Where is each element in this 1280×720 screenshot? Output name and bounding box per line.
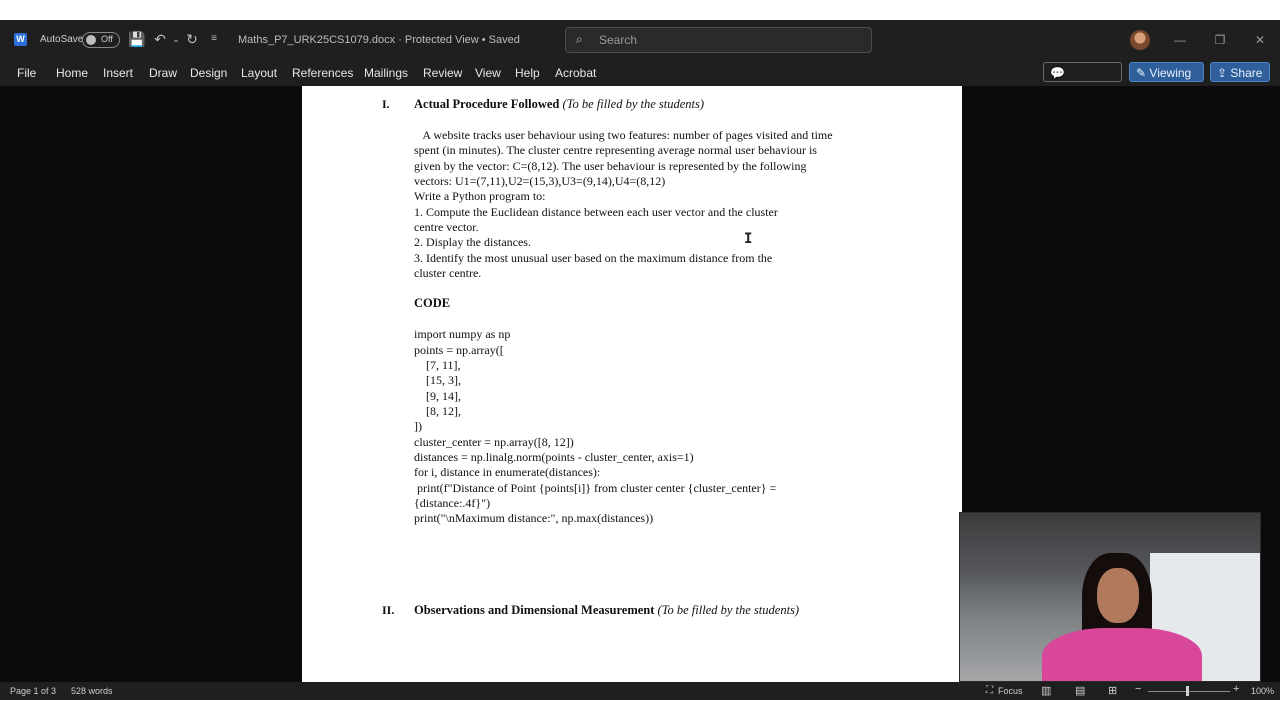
tab-insert[interactable]: Insert	[103, 66, 134, 80]
code-line: distances = np.linalg.norm(points - cluster_center, axis=1)	[414, 450, 694, 464]
save-icon[interactable]: 💾	[128, 31, 146, 47]
tab-review[interactable]: Review	[423, 66, 463, 80]
code-heading: CODE	[414, 296, 451, 310]
undo-dropdown-icon[interactable]: ⌄	[172, 34, 180, 44]
ribbon-tabs	[0, 60, 1280, 86]
problem-line: 3. Identify the most unusual user based on the maximum distance from the	[414, 251, 773, 265]
code-line: print("\nMaximum distance:", np.max(distances))	[414, 511, 654, 525]
print-layout-icon[interactable]: ▤	[1075, 685, 1086, 697]
document-title[interactable]: Maths_P7_URK25CS1079.docx · Protected View • Saved	[238, 34, 520, 46]
section-title: Actual Procedure Followed	[414, 97, 560, 111]
problem-line: 2. Display the distances.	[414, 235, 531, 249]
tab-mailings[interactable]: Mailings	[364, 66, 409, 80]
tab-home[interactable]: Home	[56, 66, 89, 80]
search-box[interactable]	[565, 27, 872, 53]
code-line: points = np.array([	[414, 343, 504, 357]
section-heading	[414, 97, 704, 112]
code-line: print(f"Distance of Point {points[i]} from cluster center {cluster_center} =	[414, 481, 777, 495]
search-placeholder: Search	[599, 33, 638, 47]
section-heading	[414, 603, 799, 618]
close-icon[interactable]: ✕	[1254, 33, 1266, 47]
tab-view[interactable]: View	[475, 66, 501, 80]
problem-line: vectors: U1=(7,11),U2=(15,3),U3=(9,14),U4=(8,12)	[414, 174, 666, 188]
undo-icon[interactable]: ↶	[154, 31, 166, 47]
minimize-icon[interactable]: —	[1174, 33, 1186, 47]
search-icon: ⌕	[576, 32, 583, 46]
bottom-strip	[0, 700, 1280, 720]
autosave-label: AutoSave	[40, 34, 84, 45]
pen-icon: ✎	[1136, 66, 1147, 80]
code-line: {distance:.4f}")	[414, 496, 491, 510]
comments-button[interactable]	[1043, 62, 1122, 82]
problem-line: 1. Compute the Euclidean distance between each user vector and the cluster	[414, 205, 778, 219]
problem-line: cluster centre.	[414, 266, 482, 280]
code-line: [7, 11],	[414, 358, 461, 372]
tab-design[interactable]: Design	[190, 66, 228, 80]
tab-layout[interactable]: Layout	[241, 66, 278, 80]
zoom-slider-thumb[interactable]	[1186, 686, 1189, 696]
read-mode-icon[interactable]: ▥	[1041, 685, 1052, 697]
tab-draw[interactable]: Draw	[149, 66, 178, 80]
problem-line: A website tracks user behaviour using two features: number of pages visited and time	[414, 128, 833, 142]
zoom-in-button[interactable]: +	[1233, 683, 1240, 695]
focus-icon: ⛶	[986, 685, 993, 696]
code-line: cluster_center = np.array([8, 12])	[414, 435, 574, 449]
comment-icon: 💬	[1050, 66, 1065, 80]
top-strip	[0, 0, 1280, 20]
webcam-overlay	[959, 512, 1261, 682]
presenter-face	[1097, 568, 1139, 623]
code-line: import numpy as np	[414, 327, 511, 341]
viewing-label: Viewing	[1149, 66, 1192, 80]
problem-line: centre vector.	[414, 220, 479, 234]
zoom-slider[interactable]	[1148, 691, 1230, 692]
problem-line: spent (in minutes). The cluster centre representing average normal user behaviour is	[414, 143, 817, 157]
focus-button[interactable]: Focus	[998, 686, 1023, 696]
viewing-button[interactable]	[1129, 62, 1204, 82]
section-number: I.	[382, 97, 390, 111]
toggle-knob	[86, 35, 96, 45]
section-note: (To be filled by the students)	[562, 97, 705, 111]
title-bar	[0, 20, 1280, 60]
autosave-toggle[interactable]	[82, 32, 120, 48]
zoom-level[interactable]: 100%	[1251, 686, 1275, 696]
page-count[interactable]: Page 1 of 3	[10, 686, 57, 696]
section-number: II.	[382, 603, 395, 617]
customize-toolbar-icon[interactable]: ≡	[211, 33, 217, 44]
code-line: [8, 12],	[414, 404, 461, 418]
document-page[interactable]	[302, 86, 962, 682]
word-app-icon: W	[14, 33, 27, 46]
redo-icon[interactable]: ↻	[186, 31, 198, 47]
problem-line: Write a Python program to:	[414, 189, 546, 203]
share-label: Share	[1230, 66, 1263, 80]
autosave-state: Off	[101, 34, 113, 44]
code-line: for i, distance in enumerate(distances):	[414, 465, 601, 479]
status-bar	[0, 682, 1280, 700]
problem-line: given by the vector: C=(8,12). The user behaviour is represented by the following	[414, 159, 807, 173]
code-line: [9, 14],	[414, 389, 461, 403]
presenter-body	[1042, 628, 1202, 682]
tab-help[interactable]: Help	[515, 66, 540, 80]
share-icon: ⇪	[1217, 66, 1228, 80]
user-avatar[interactable]	[1130, 30, 1150, 50]
code-line: [15, 3],	[414, 373, 461, 387]
tab-acrobat[interactable]: Acrobat	[555, 66, 597, 80]
code-line: ])	[414, 419, 422, 433]
tab-references[interactable]: References	[292, 66, 354, 80]
tab-file[interactable]: File	[17, 66, 37, 80]
zoom-out-button[interactable]: −	[1135, 683, 1142, 695]
web-layout-icon[interactable]: ⊞	[1108, 685, 1118, 697]
section-title: Observations and Dimensional Measurement	[414, 603, 655, 617]
word-count[interactable]: 528 words	[71, 686, 113, 696]
share-button[interactable]	[1210, 62, 1270, 82]
text-cursor-icon: I	[744, 231, 753, 247]
section-note: (To be filled by the students)	[657, 603, 800, 617]
restore-icon[interactable]: ❐	[1214, 33, 1226, 47]
